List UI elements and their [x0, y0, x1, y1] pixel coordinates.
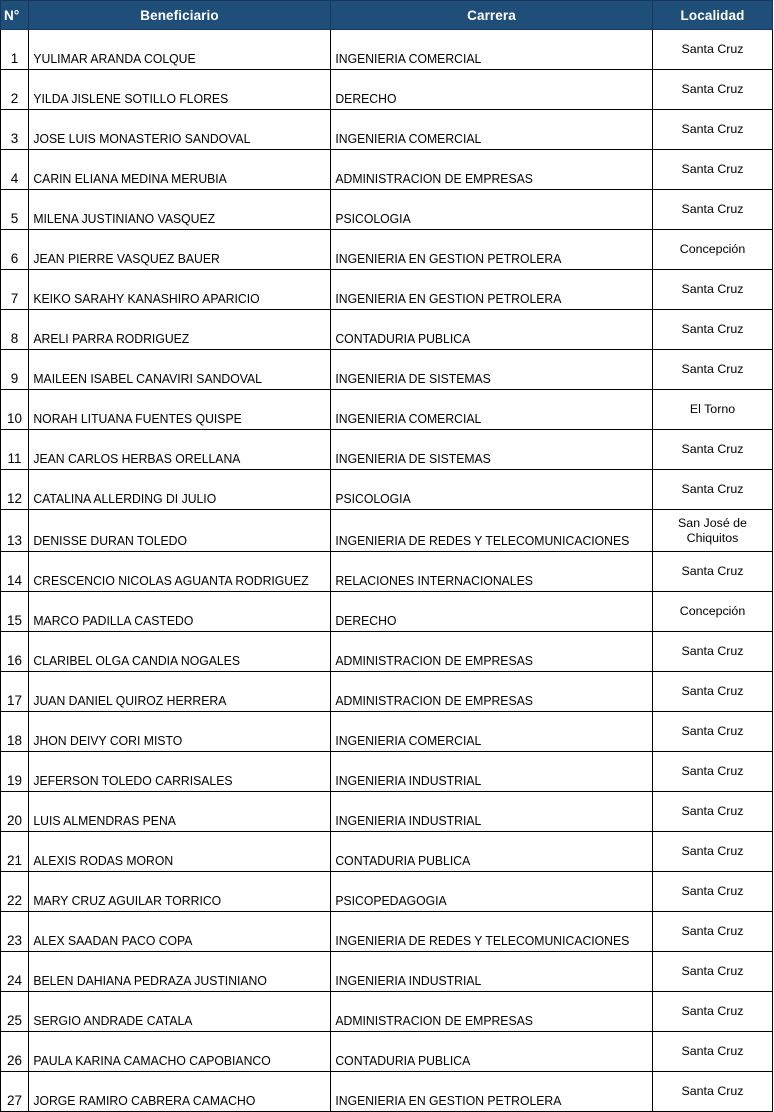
- cell-localidad: Santa Cruz: [653, 752, 773, 792]
- cell-numero: 21: [1, 832, 29, 872]
- cell-numero: 15: [1, 592, 29, 632]
- cell-beneficiario: PAULA KARINA CAMACHO CAPOBIANCO: [29, 1032, 322, 1072]
- cell-beneficiario: JEFERSON TOLEDO CARRISALES: [29, 752, 322, 792]
- column-header-localidad: Localidad: [653, 1, 773, 30]
- cell-beneficiario: ALEX SAADAN PACO COPA: [29, 912, 322, 952]
- table-row: [1, 872, 773, 912]
- cell-carrera: ADMINISTRACION DE EMPRESAS: [331, 150, 643, 190]
- cell-localidad: Santa Cruz: [653, 672, 773, 712]
- cell-numero: 24: [1, 952, 29, 992]
- cell-carrera: INGENIERIA COMERCIAL: [331, 110, 643, 150]
- cell-numero: 5: [1, 190, 29, 230]
- cell-numero: 4: [1, 150, 29, 190]
- cell-carrera: DERECHO: [331, 70, 643, 110]
- cell-numero: 17: [1, 672, 29, 712]
- cell-numero: 16: [1, 632, 29, 672]
- cell-carrera: INGENIERIA DE SISTEMAS: [331, 350, 643, 390]
- table-row: [1, 632, 773, 672]
- cell-carrera: ADMINISTRACION DE EMPRESAS: [331, 632, 643, 672]
- cell-beneficiario: CARIN ELIANA MEDINA MERUBIA: [29, 150, 322, 190]
- table-row: [1, 70, 773, 110]
- table-row: [1, 792, 773, 832]
- table-row: [1, 992, 773, 1032]
- cell-beneficiario: NORAH LITUANA FUENTES QUISPE: [29, 390, 322, 430]
- cell-numero: 10: [1, 390, 29, 430]
- table-row: [1, 1032, 773, 1072]
- cell-beneficiario: DENISSE DURAN TOLEDO: [29, 510, 322, 552]
- cell-localidad: Santa Cruz: [653, 30, 773, 70]
- cell-numero: 11: [1, 430, 29, 470]
- cell-carrera: PSICOLOGIA: [331, 470, 643, 510]
- cell-numero: 6: [1, 230, 29, 270]
- cell-localidad: Concepción: [653, 592, 773, 632]
- cell-beneficiario: CATALINA ALLERDING DI JULIO: [29, 470, 322, 510]
- cell-beneficiario: JORGE RAMIRO CABRERA CAMACHO: [29, 1072, 322, 1112]
- cell-carrera: CONTADURIA PUBLICA: [331, 310, 643, 350]
- cell-numero: 27: [1, 1072, 29, 1112]
- cell-beneficiario: JUAN DANIEL QUIROZ HERRERA: [29, 672, 322, 712]
- cell-localidad: Santa Cruz: [653, 430, 773, 470]
- cell-numero: 14: [1, 552, 29, 592]
- cell-localidad: El Torno: [653, 390, 773, 430]
- table-row: [1, 430, 773, 470]
- cell-carrera: CONTADURIA PUBLICA: [331, 1032, 643, 1072]
- table-row: [1, 470, 773, 510]
- cell-beneficiario: MARY CRUZ AGUILAR TORRICO: [29, 872, 322, 912]
- table-row: [1, 390, 773, 430]
- cell-localidad: Santa Cruz: [653, 1032, 773, 1072]
- table-row: [1, 672, 773, 712]
- cell-beneficiario: JHON DEIVY CORI MISTO: [29, 712, 322, 752]
- table-header: [1, 1, 773, 30]
- cell-numero: 19: [1, 752, 29, 792]
- cell-numero: 20: [1, 792, 29, 832]
- table-body: [1, 30, 773, 1112]
- cell-beneficiario: ALEXIS RODAS MORON: [29, 832, 322, 872]
- cell-numero: 22: [1, 872, 29, 912]
- cell-localidad: Santa Cruz: [653, 150, 773, 190]
- table-row: [1, 912, 773, 952]
- cell-numero: 26: [1, 1032, 29, 1072]
- cell-localidad: Santa Cruz: [653, 832, 773, 872]
- table-row: [1, 832, 773, 872]
- cell-beneficiario: CRESCENCIO NICOLAS AGUANTA RODRIGUEZ: [29, 552, 322, 592]
- cell-localidad: Santa Cruz: [653, 792, 773, 832]
- cell-beneficiario: JOSE LUIS MONASTERIO SANDOVAL: [29, 110, 322, 150]
- cell-localidad: Santa Cruz: [653, 552, 773, 592]
- cell-carrera: ADMINISTRACION DE EMPRESAS: [331, 992, 643, 1032]
- cell-carrera: INGENIERIA COMERCIAL: [331, 390, 643, 430]
- column-header-carrera: Carrera: [331, 1, 653, 30]
- cell-numero: 1: [1, 30, 29, 70]
- cell-carrera: INGENIERIA COMERCIAL: [331, 30, 643, 70]
- column-header-beneficiario: Beneficiario: [29, 1, 331, 30]
- cell-localidad: Santa Cruz: [653, 310, 773, 350]
- cell-carrera: INGENIERIA INDUSTRIAL: [331, 952, 643, 992]
- cell-localidad: Santa Cruz: [653, 632, 773, 672]
- cell-carrera: INGENIERIA EN GESTION PETROLERA: [331, 230, 643, 270]
- table-row: [1, 190, 773, 230]
- cell-localidad: Santa Cruz: [653, 712, 773, 752]
- cell-beneficiario: JEAN PIERRE VASQUEZ BAUER: [29, 230, 322, 270]
- cell-localidad: Santa Cruz: [653, 470, 773, 510]
- cell-carrera: INGENIERIA COMERCIAL: [331, 712, 643, 752]
- cell-beneficiario: YILDA JISLENE SOTILLO FLORES: [29, 70, 322, 110]
- cell-localidad: Santa Cruz: [653, 1072, 773, 1112]
- cell-carrera: INGENIERIA EN GESTION PETROLERA: [331, 1072, 643, 1112]
- table-row: [1, 510, 773, 552]
- cell-localidad: Santa Cruz: [653, 912, 773, 952]
- cell-localidad: Santa Cruz: [653, 270, 773, 310]
- cell-carrera: ADMINISTRACION DE EMPRESAS: [331, 672, 643, 712]
- table-row: [1, 712, 773, 752]
- cell-localidad: Santa Cruz: [653, 872, 773, 912]
- table-row: [1, 230, 773, 270]
- cell-numero: 8: [1, 310, 29, 350]
- table-row: [1, 752, 773, 792]
- table-row: [1, 270, 773, 310]
- table-row: [1, 110, 773, 150]
- cell-numero: 9: [1, 350, 29, 390]
- table-row: [1, 150, 773, 190]
- cell-numero: 25: [1, 992, 29, 1032]
- cell-numero: 13: [1, 510, 29, 552]
- column-header-numero: N°: [1, 1, 29, 30]
- cell-localidad: Concepción: [653, 230, 773, 270]
- cell-beneficiario: JEAN CARLOS HERBAS ORELLANA: [29, 430, 322, 470]
- table-row: [1, 592, 773, 632]
- cell-carrera: CONTADURIA PUBLICA: [331, 832, 643, 872]
- table-row: [1, 350, 773, 390]
- cell-numero: 3: [1, 110, 29, 150]
- cell-carrera: PSICOPEDAGOGIA: [331, 872, 643, 912]
- table-row: [1, 952, 773, 992]
- cell-beneficiario: CLARIBEL OLGA CANDIA NOGALES: [29, 632, 322, 672]
- cell-carrera: INGENIERIA DE REDES Y TELECOMUNICACIONES: [331, 510, 643, 552]
- cell-beneficiario: MAILEEN ISABEL CANAVIRI SANDOVAL: [29, 350, 322, 390]
- cell-carrera: RELACIONES INTERNACIONALES: [331, 552, 643, 592]
- cell-carrera: INGENIERIA INDUSTRIAL: [331, 792, 643, 832]
- table-row: [1, 552, 773, 592]
- cell-beneficiario: YULIMAR ARANDA COLQUE: [29, 30, 322, 70]
- cell-localidad: San José de Chiquitos: [653, 510, 773, 552]
- table-row: [1, 310, 773, 350]
- cell-beneficiario: MILENA JUSTINIANO VASQUEZ: [29, 190, 322, 230]
- cell-beneficiario: ARELI PARRA RODRIGUEZ: [29, 310, 322, 350]
- cell-localidad: Santa Cruz: [653, 110, 773, 150]
- table-row: [1, 1072, 773, 1112]
- cell-carrera: DERECHO: [331, 592, 643, 632]
- cell-carrera: INGENIERIA DE REDES Y TELECOMUNICACIONES: [331, 912, 643, 952]
- cell-beneficiario: LUIS ALMENDRAS PENA: [29, 792, 322, 832]
- cell-numero: 12: [1, 470, 29, 510]
- cell-beneficiario: SERGIO ANDRADE CATALA: [29, 992, 322, 1032]
- cell-beneficiario: MARCO PADILLA CASTEDO: [29, 592, 322, 632]
- cell-localidad: Santa Cruz: [653, 992, 773, 1032]
- cell-carrera: INGENIERIA DE SISTEMAS: [331, 430, 643, 470]
- cell-beneficiario: BELEN DAHIANA PEDRAZA JUSTINIANO: [29, 952, 322, 992]
- cell-carrera: PSICOLOGIA: [331, 190, 643, 230]
- cell-beneficiario: KEIKO SARAHY KANASHIRO APARICIO: [29, 270, 322, 310]
- cell-numero: 2: [1, 70, 29, 110]
- cell-carrera: INGENIERIA INDUSTRIAL: [331, 752, 643, 792]
- cell-localidad: Santa Cruz: [653, 952, 773, 992]
- table-row: [1, 30, 773, 70]
- cell-numero: 18: [1, 712, 29, 752]
- cell-localidad: Santa Cruz: [653, 70, 773, 110]
- cell-numero: 7: [1, 270, 29, 310]
- cell-carrera: INGENIERIA EN GESTION PETROLERA: [331, 270, 643, 310]
- cell-localidad: Santa Cruz: [653, 190, 773, 230]
- cell-localidad: Santa Cruz: [653, 350, 773, 390]
- table-header-row: [1, 1, 773, 30]
- cell-numero: 23: [1, 912, 29, 952]
